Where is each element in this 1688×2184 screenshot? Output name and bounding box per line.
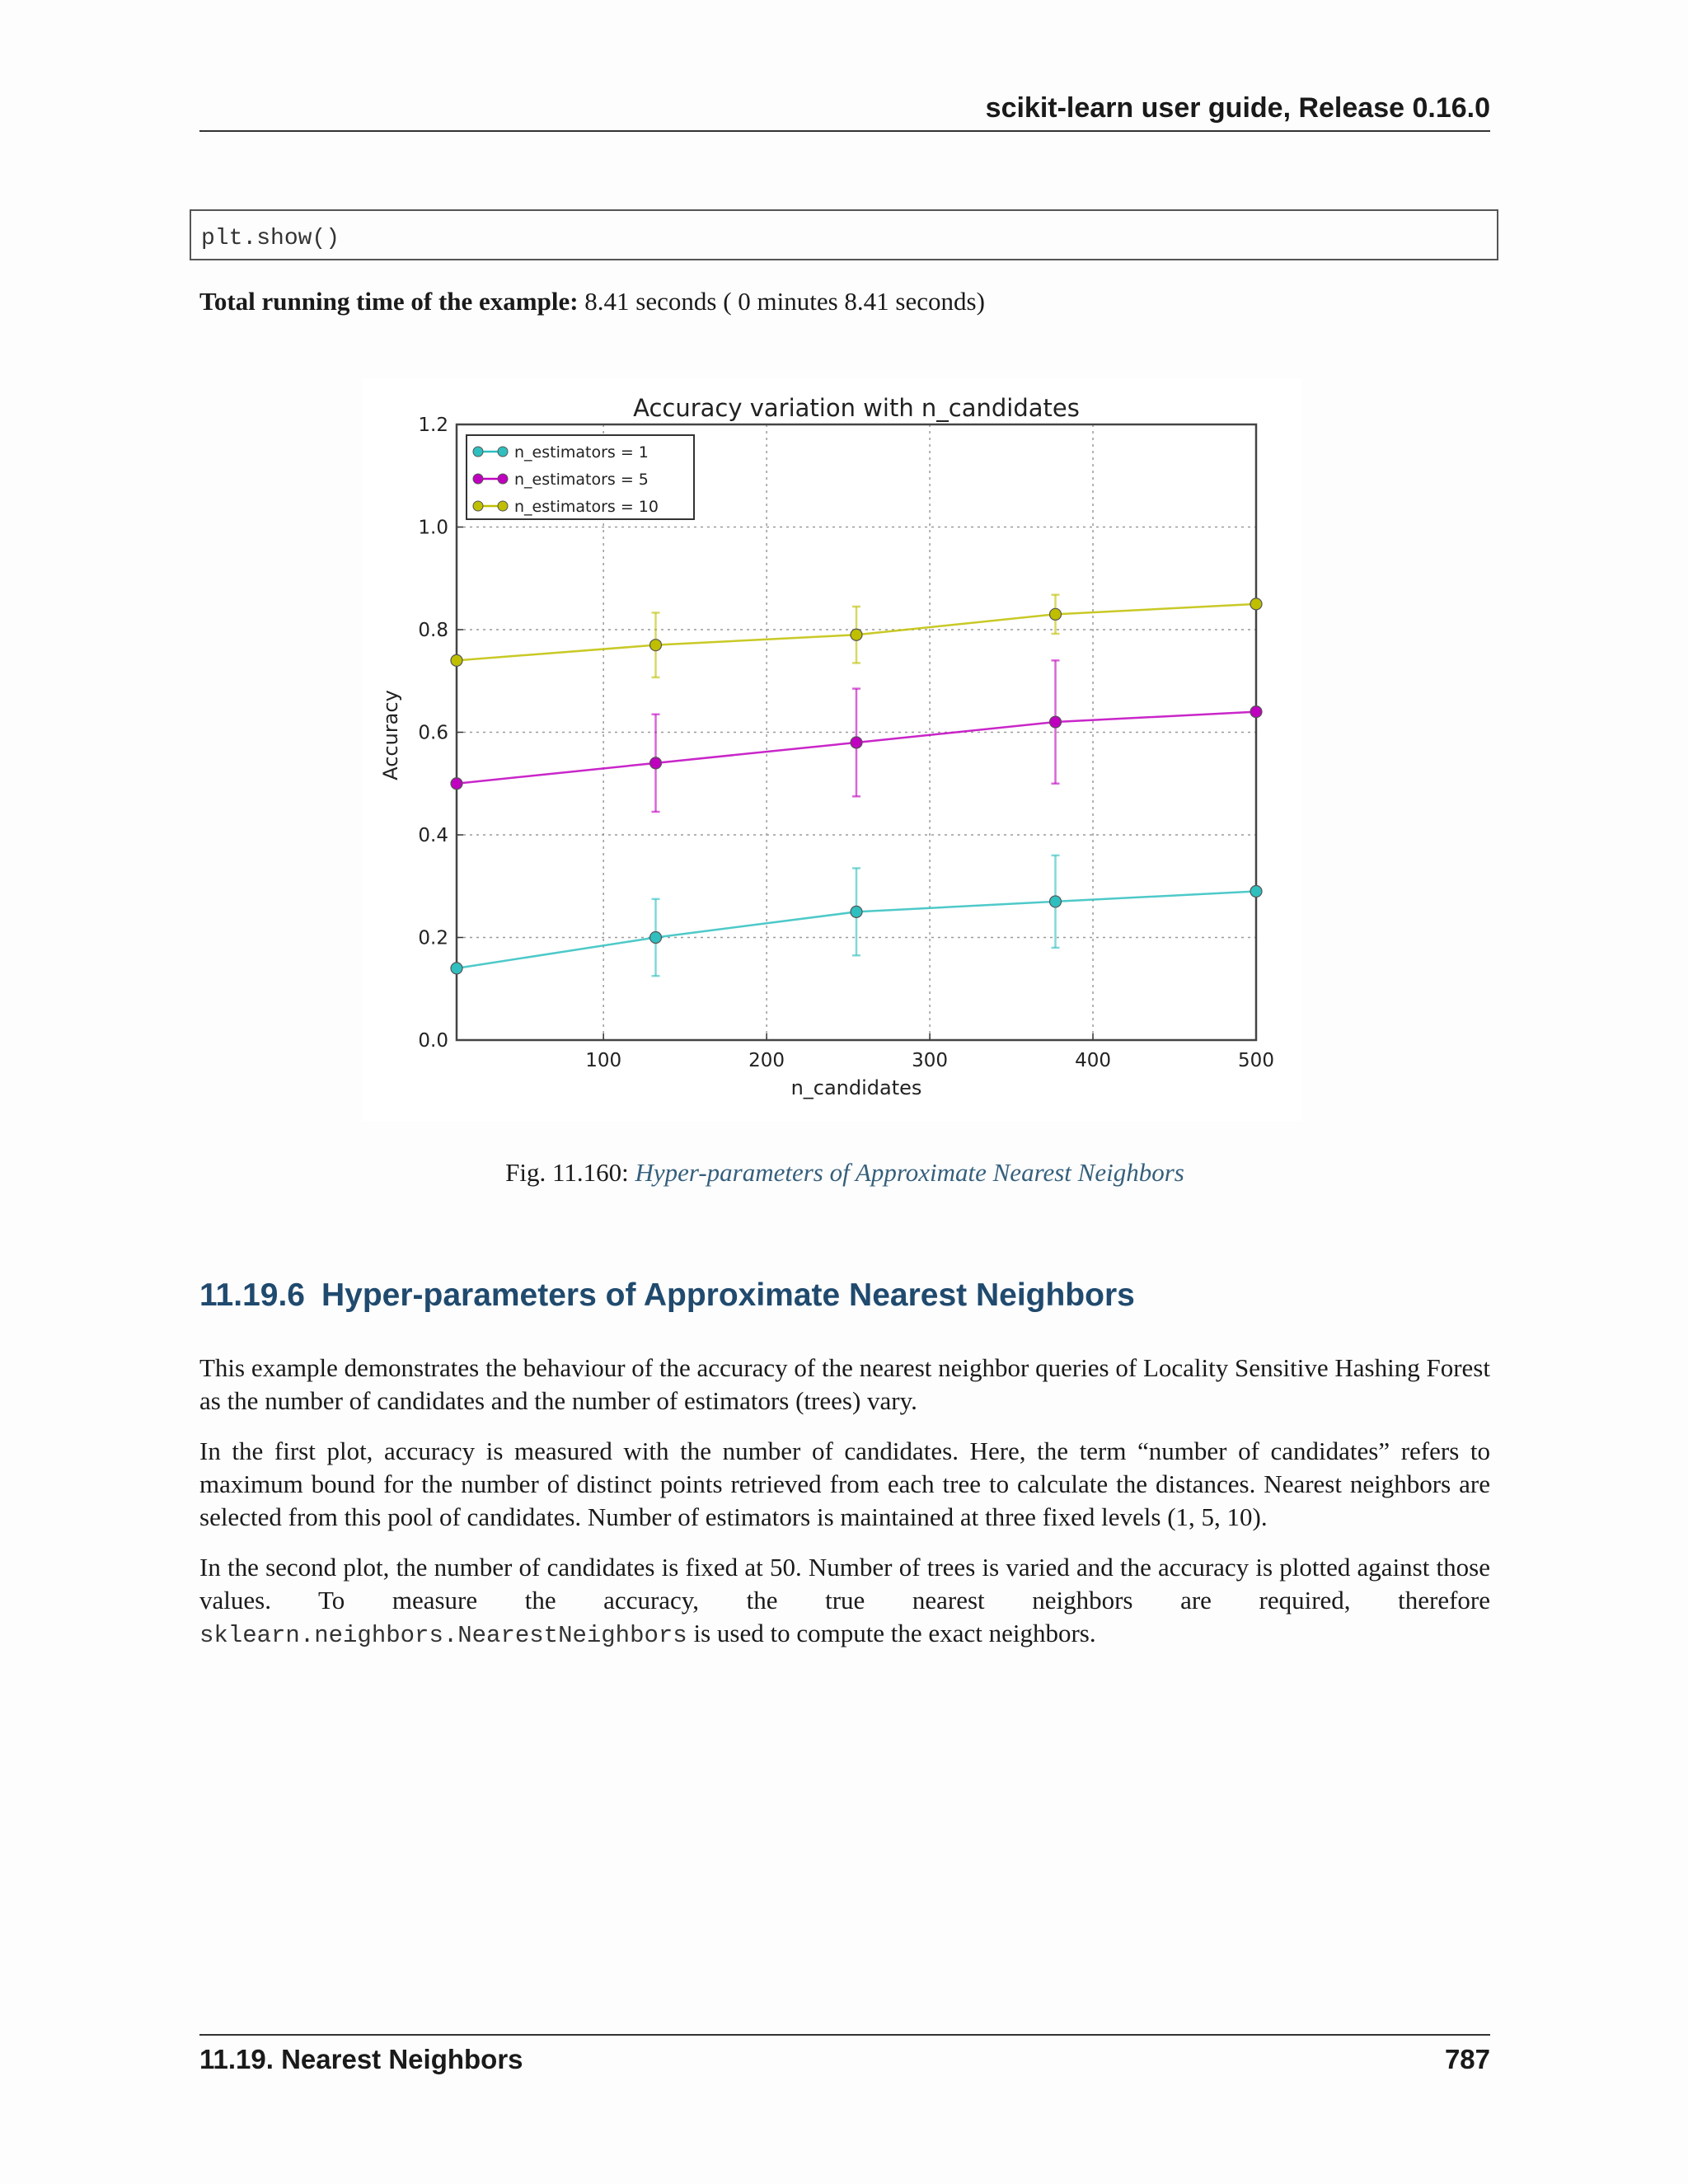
paragraph-3-end: is used to compute the exact neighbors.	[687, 1619, 1096, 1647]
x-tick-label: 400	[1075, 1050, 1111, 1071]
chart-legend	[467, 435, 694, 519]
caption-prefix: Fig. 11.160:	[505, 1158, 635, 1187]
data-point	[451, 654, 462, 666]
running-time-label: Total running time of the example:	[199, 287, 579, 316]
data-point	[1050, 608, 1062, 620]
y-tick-label: 0.6	[418, 722, 448, 744]
y-tick-label: 1.0	[418, 517, 448, 539]
x-tick-label: 300	[912, 1050, 949, 1071]
y-tick-label: 1.2	[418, 415, 448, 436]
paragraph-3-text: In the second plot, the number of candidates is fixed at 50. Number of trees is varied and the accuracy is plotted against those values. To measure the accuracy, the true nearest neighbors are required, therefore	[199, 1553, 1490, 1615]
paragraph-3	[199, 1551, 1490, 1652]
section-number: 11.19.6	[199, 1277, 305, 1313]
code-block	[190, 209, 1498, 260]
data-point	[650, 757, 662, 769]
legend-label: n_estimators = 1	[514, 443, 649, 462]
accuracy-chart	[363, 379, 1302, 1121]
data-point	[851, 906, 862, 917]
section-title: Hyper-parameters of Approximate Nearest Neighbors	[321, 1277, 1135, 1313]
data-point	[1250, 598, 1262, 610]
x-tick-label: 100	[585, 1050, 622, 1071]
footer-rule	[199, 2034, 1490, 2036]
chart-y-label: Accuracy	[379, 690, 402, 780]
data-point	[451, 963, 462, 974]
data-point	[1250, 706, 1262, 718]
legend-marker	[473, 474, 483, 484]
paragraph-1: This example demonstrates the behaviour of the accuracy of the nearest neighbor queries of Locality Sensitive Hashing Forest as the number of candidates and the number of estimators (trees) vary.	[199, 1353, 1490, 1415]
footer-section: 11.19. Nearest Neighbors	[199, 2044, 523, 2074]
legend-label: n_estimators = 5	[514, 471, 649, 489]
data-point	[650, 932, 662, 944]
legend-marker	[498, 474, 508, 484]
legend-marker	[498, 447, 508, 457]
figure-caption	[199, 1158, 1490, 1188]
x-tick-label: 500	[1238, 1050, 1274, 1071]
section-heading	[199, 1277, 1135, 1314]
page-number: 787	[1444, 2044, 1490, 2074]
legend-marker	[473, 501, 483, 511]
y-tick-label: 0.8	[418, 620, 448, 641]
running-time-value: 8.41 seconds ( 0 minutes 8.41 seconds)	[584, 287, 985, 316]
y-tick-label: 0.0	[418, 1030, 448, 1052]
data-point	[851, 629, 862, 640]
code-line: plt.show()	[201, 226, 340, 251]
chart-x-label: n_candidates	[790, 1076, 922, 1099]
x-tick-label: 200	[748, 1050, 785, 1071]
chart-title: Accuracy variation with n_candidates	[633, 394, 1080, 422]
y-tick-label: 0.4	[418, 825, 448, 846]
nearest-neighbors-class-link[interactable]: sklearn.neighbors.NearestNeighbors	[199, 1622, 687, 1649]
data-point	[1050, 896, 1062, 907]
y-tick-label: 0.2	[418, 927, 448, 949]
legend-marker	[473, 447, 483, 457]
data-point	[1050, 716, 1062, 728]
legend-marker	[498, 501, 508, 511]
data-point	[650, 640, 662, 651]
data-point	[1250, 885, 1262, 897]
paragraph-2: In the first plot, accuracy is measured with the number of candidates. Here, the term “number of candidates” refers to maximum bound for the number of distinct points retrieved from each tree to calculate the distances. Nearest neighbors are selected from this pool of candidates. Number of estimators is maintained at three fixed levels (1, 5, 10).	[199, 1436, 1490, 1531]
data-point	[851, 737, 862, 748]
data-point	[451, 778, 462, 790]
legend-label: n_estimators = 10	[514, 498, 659, 516]
running-header: scikit-learn user guide, Release 0.16.0	[985, 92, 1490, 124]
header-rule	[199, 130, 1490, 132]
caption-link[interactable]: Hyper-parameters of Approximate Nearest Neighbors	[635, 1158, 1184, 1187]
running-time	[199, 287, 985, 316]
